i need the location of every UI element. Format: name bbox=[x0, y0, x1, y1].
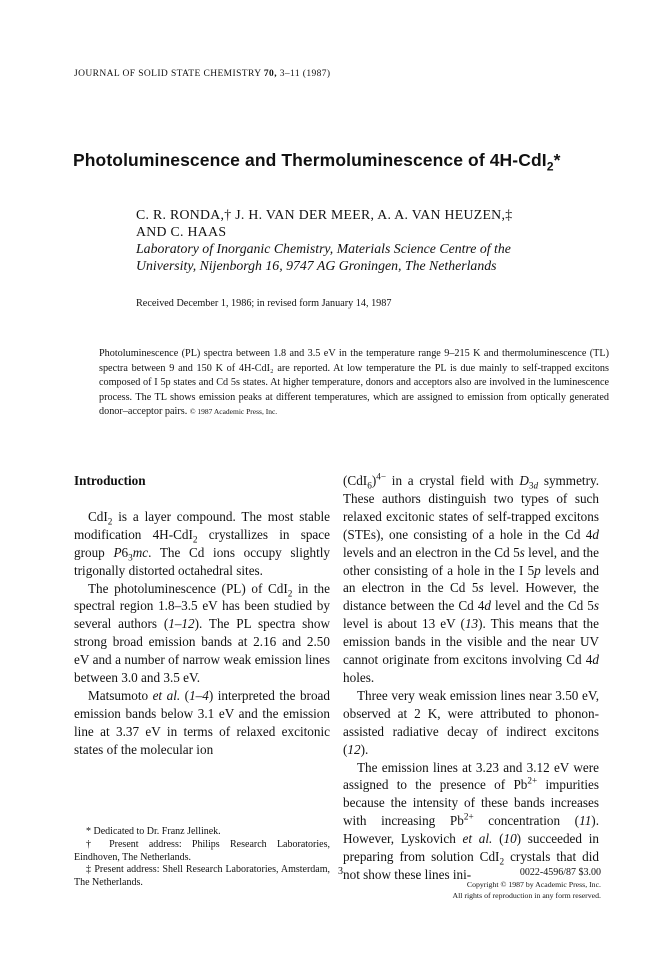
title-footnote-mark: * bbox=[553, 150, 561, 170]
paragraph: The emission lines at 3.23 and 3.12 eV were assigned to the presence of $Pb^{2+}$ impurities because the intensity of these bands increases with increasing $Pb^{2+}$ concentration (11). However, Lyskovich et al. (10) succeeded in preparing from solution CdI$_2$ crystals that did not show these lines ini- bbox=[343, 759, 599, 882]
copyright-notice bbox=[400, 880, 601, 901]
paragraph: Three very weak emission lines near 3.50 eV, observed at 2 K, were attributed to phonon-assisted radiative decay of indirect excitons (12). bbox=[343, 687, 599, 757]
footnote: * Dedicated to Dr. Franz Jellinek. bbox=[86, 826, 221, 837]
body-column-left bbox=[74, 472, 330, 759]
footnote: † Present address: Philips Research Laboratories, Eindhoven, The Netherlands. bbox=[74, 838, 330, 863]
paragraph: The photoluminescence (PL) of CdI$_2$ in the spectral region 1.8–3.5 eV has been studied by several authors (1–12). The PL spectra show strong broad emission bands at 2.16 and 2.50 eV and a number of narrow weak emission lines between 3.0 and 3.5 eV. bbox=[74, 580, 330, 686]
journal-pages-year: 3–11 (1987) bbox=[279, 69, 331, 79]
affiliation bbox=[136, 240, 586, 274]
title-subscript: 2 bbox=[546, 159, 554, 174]
journal-name: JOURNAL OF SOLID STATE CHEMISTRY bbox=[74, 69, 262, 79]
copyright-line-2: All rights of reproduction in any form reserved. bbox=[452, 890, 601, 900]
paragraph: CdI$_2$ is a layer compound. The most stable modification 4H-CdI$_2$ crystallizes in space group $P6_3mc$. The Cd ions occupy slightly trigonally distorted octahedral sites. bbox=[74, 508, 330, 578]
author-list bbox=[136, 206, 576, 240]
journal-header bbox=[74, 69, 331, 79]
affiliation-line-2: University, Nijenborgh 16, 9747 AG Groningen, The Netherlands bbox=[136, 258, 497, 273]
abstract bbox=[99, 347, 609, 420]
authors-line-2: AND C. HAAS bbox=[136, 224, 227, 239]
footnotes bbox=[74, 826, 330, 890]
paragraph: Matsumoto et al. (1–4) interpreted the broad emission bands below 3.1 eV and the emission line at 3.37 eV in terms of relaxed excitonic states of the molecular ion bbox=[74, 687, 330, 757]
abstract-copyright: © 1987 Academic Press, Inc. bbox=[189, 407, 278, 416]
footnote: ‡ Present address: Shell Research Laboratories, Amsterdam, The Netherlands. bbox=[74, 864, 330, 889]
body-column-right bbox=[343, 472, 599, 884]
affiliation-line-1: Laboratory of Inorganic Chemistry, Materials Science Centre of the bbox=[136, 241, 511, 256]
article-code: 0022-4596/87 $3.00 bbox=[519, 867, 601, 878]
authors-line-1: C. R. RONDA,† J. H. VAN DER MEER, A. A. VAN HEUZEN,‡ bbox=[136, 207, 513, 222]
section-heading-introduction: Introduction bbox=[74, 473, 146, 488]
copyright-line-1: Copyright © 1987 by Academic Press, Inc. bbox=[466, 880, 601, 889]
title-main: Photoluminescence and Thermoluminescence of 4H-CdI bbox=[73, 150, 547, 170]
paragraph: $(CdI_6)^{4-}$ in a crystal field with $D_{3d}$ symmetry. These authors distinguish two types of such relaxed excitonic states of self-trapped excitons (STEs), one consisting of a hole in the Cd 4d levels and an electron in the Cd 5s level, and the other consisting of a hole in the I 5p levels and an electron in the Cd 5s level. However, the distance between the Cd 4d level and the Cd 5s level is about 13 eV (13). This means that the emission bands in the visible and the near UV cannot originate from excitons involving Cd 4d holes. bbox=[343, 471, 600, 685]
received-dates: Received December 1, 1986; in revised form January 14, 1987 bbox=[136, 298, 392, 309]
abstract-text: Photoluminescence (PL) spectra between 1.8 and 3.5 eV in the temperature range 9–215 K and thermoluminescence (TL) spectra between 9 and 150 K of 4H-CdI₂ are reported. At low temperature the PL is due mainly to self-trapped excitons composed of I 5p states and Cd 5s states. At higher temperature, donors and acceptors also are involved in the luminescence process. The TL shows emission peaks at different temperatures, which are assigned to emission from optically generated donor–acceptor pairs. bbox=[99, 348, 609, 417]
page-number: 3 bbox=[338, 866, 343, 877]
journal-volume: 70, bbox=[263, 69, 277, 79]
paper-title bbox=[73, 150, 561, 174]
